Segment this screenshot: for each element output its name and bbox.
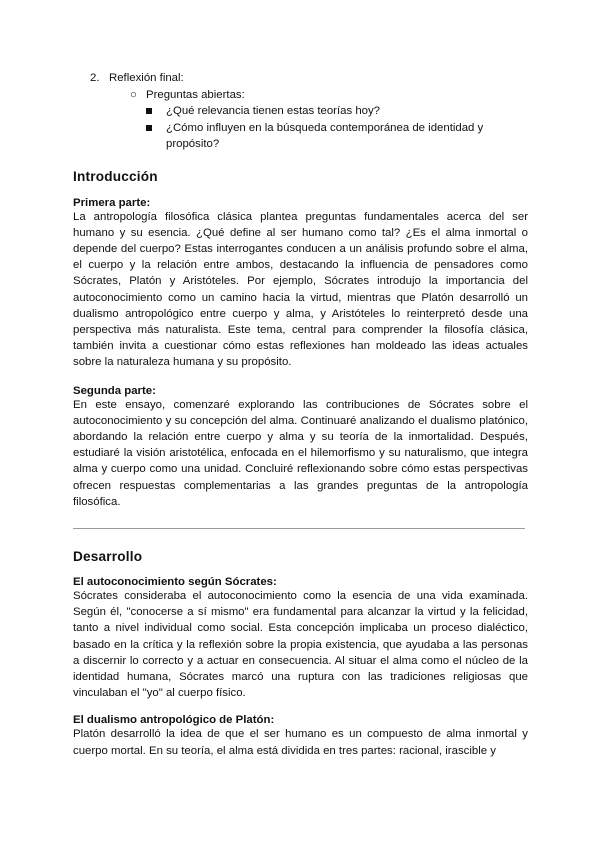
intro-heading: Introducción (73, 168, 158, 184)
question-text: ¿Cómo influyen en la búsqueda contemporánea de identidad y propósito? (166, 121, 484, 150)
outline-list (73, 70, 528, 153)
desarrollo-heading: Desarrollo (73, 548, 143, 564)
part2-paragraph: En este ensayo, comenzaré explorando las contribuciones de Sócrates sobre el autoconocimiento y su concepción del alma. Continuaré analizando el dualismo platónico, abordando la relación entre cuerpo y alma y su teoría de la inmortalidad. Después, estudiaré la visión aristotélica, enfocada en el hilemorfismo y su naturalismo, que integra alma y cuerpo como una unidad. Concluiré reflexionando sobre cómo estas perspectivas ofrecen respuestas complementarias a las grandes preguntas de la antropología filosófica. (73, 398, 528, 508)
part1-title: Primera parte: (73, 196, 151, 209)
outline-item-label: Reflexión final: (109, 72, 184, 84)
square-bullet-icon (146, 125, 152, 131)
hollow-circle-bullet-icon: ○ (130, 88, 137, 101)
outline-subitem (130, 87, 528, 104)
outline-sublist (73, 87, 528, 153)
outline-item-number: 2. (90, 72, 100, 84)
part2-title: Segunda parte: (73, 384, 156, 397)
square-bullet-icon (146, 108, 152, 114)
part1-paragraph: La antropología filosófica clásica plantea preguntas fundamentales acerca del ser humano y su esencia. ¿Qué define al ser humano como tal? ¿Es el alma inmortal o depende del cuerpo? Estas interrogantes conducen a un análisis profundo sobre el alma, el cuerpo y la relación entre ambos, destacando la influencia de pensadores como Sócrates, Platón y Aristóteles. Por ejemplo, Sócrates introdujo la importancia del autoconocimiento como un camino hacia la virtud, mientras que Platón desarrolló un dualismo antropológico entre cuerpo y alma, y Aristóteles lo reinterpretó desde una perspectiva más naturalista. Este tema, central para comprender la filosofía clásica, también invita a cuestionar cómo estas reflexiones han moldeado las ideas actuales sobre la naturaleza humana y su propósito. (73, 210, 528, 369)
platon-section-title: El dualismo antropológico de Platón: (73, 714, 275, 727)
socrates-section-title: El autoconocimiento según Sócrates: (73, 575, 277, 588)
question-item (146, 103, 528, 120)
question-list (130, 103, 528, 153)
outline-subitem-label: Preguntas abiertas: (146, 88, 245, 101)
outline-item-reflexion (73, 70, 528, 87)
question-text: ¿Qué relevancia tienen estas teorías hoy? (166, 105, 381, 117)
section-divider (73, 528, 525, 529)
socrates-paragraph: Sócrates consideraba el autoconocimiento como la esencia de una vida examinada. Según él, "conocerse a sí mismo" era fundamental para alcanzar la virtud y la felicidad, tanto a nivel individual como social. Esta concepción implicaba un proceso dialéctico, basado en la crítica y la reflexión sobre la propia existencia, que ayudaba a las personas a discernir lo correcto y a actuar en consecuencia. Al situar el alma como el núcleo de la identidad humana, Sócrates marcó una ruptura con las tradiciones religiosas que vinculaban el "yo" al cuerpo físico. (73, 589, 528, 700)
platon-paragraph: Platón desarrolló la idea de que el ser humano es un compuesto de alma inmortal y cuerpo mortal. En su teoría, el alma está dividida en tres partes: racional, irascible y (73, 728, 528, 757)
question-item (146, 120, 528, 153)
document-page (73, 70, 528, 759)
